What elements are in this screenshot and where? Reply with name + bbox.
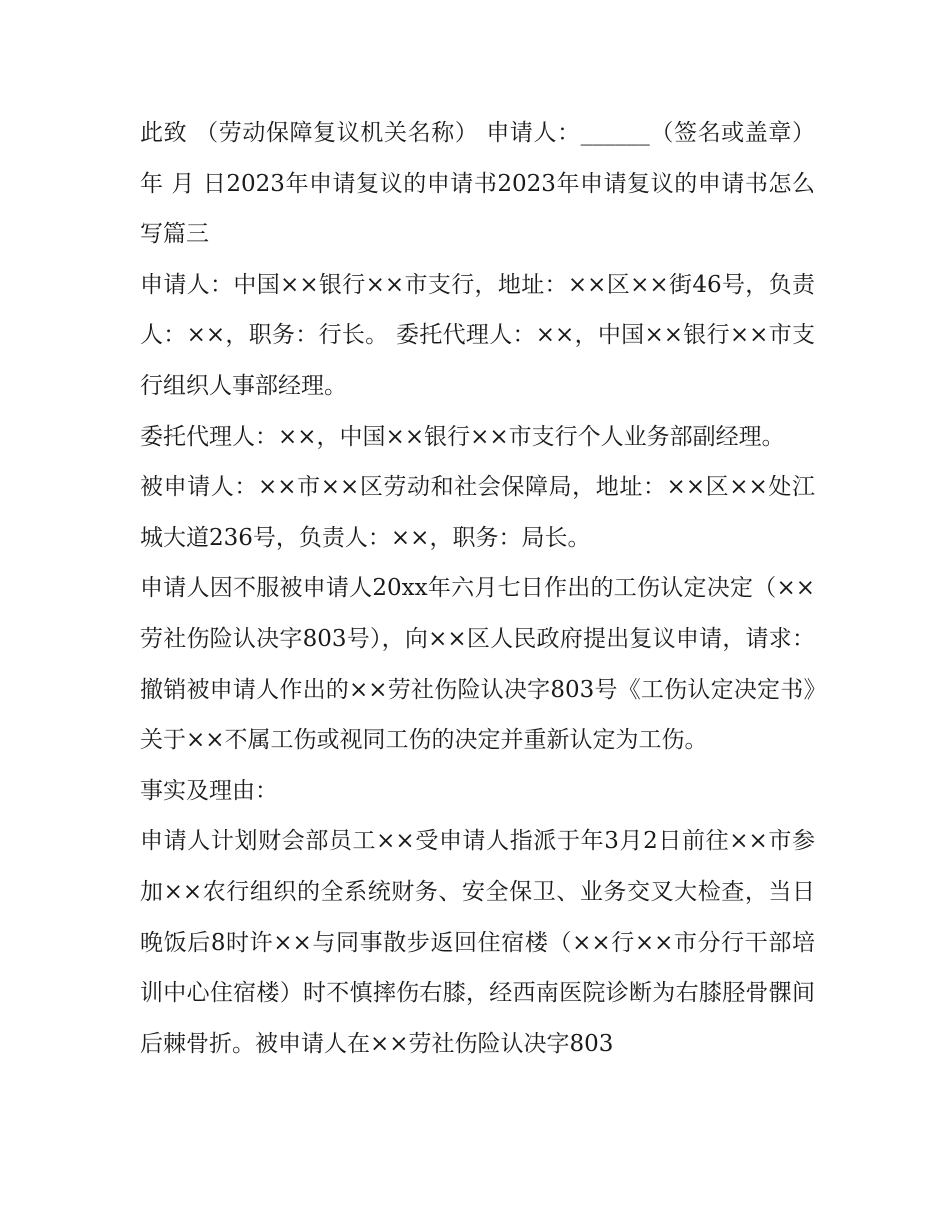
paragraph-facts-heading: 事实及理由： — [140, 777, 278, 804]
paragraph-agent: 委托代理人：××，中国××银行××市支行个人业务部副经理。 — [140, 423, 785, 450]
paragraph-facts: 申请人计划财会部员工××受申请人指派于年3月2日前往××市参加××农行组织的全系统财务、安全保卫、业务交叉大检查，当日晚饭后8时许××与同事散步返回住宿楼（××行××市分行干部培训中心住宿楼）时不慎摔伤右膝，经西南医院诊断为右膝胫骨髁间后棘骨折。被申请人在××劳社伤险认决字803 — [140, 828, 815, 1057]
paragraph-applicant: 申请人：中国××银行××市支行，地址：××区××街46号，负责人：××，职务：行长。 委托代理人：××，中国××银行××市支行组织人事部经理。 — [140, 271, 815, 399]
paragraph-request: 申请人因不服被申请人20xx年六月七日作出的工伤认定决定（××劳社伤险认决字803号），向××区人民政府提出复议申请，请求：撤销被申请人作出的××劳社伤险认决字803号《工伤认定决定书》关于××不属工伤或视同工伤的决定并重新认定为工伤。 — [140, 575, 815, 754]
paragraph-closing: 此致 （劳动保障复议机关名称） 申请人：______（签名或盖章） 年 月 日2023年申请复议的申请书2023年申请复议的申请书怎么写篇三 — [140, 120, 815, 248]
paragraph-respondent: 被申请人：××市××区劳动和社会保障局，地址：××区××处江城大道236号，负责人：××，职务：局长。 — [140, 474, 815, 551]
document-body — [140, 108, 815, 1069]
